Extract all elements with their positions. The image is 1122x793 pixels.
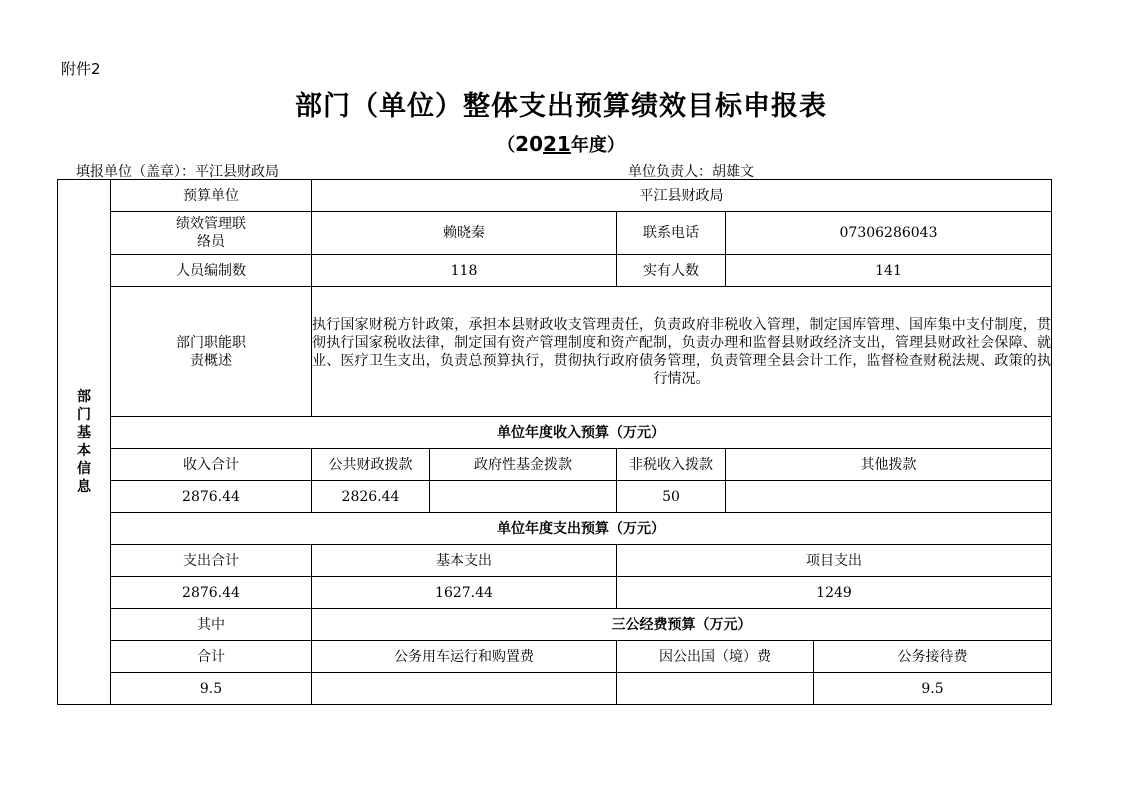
budget-unit-label: 预算单位 <box>111 180 312 212</box>
staff-quota-value: 118 <box>312 255 617 287</box>
table-row <box>58 212 1052 255</box>
three-public-header: 合计 <box>111 641 312 673</box>
expense-header: 项目支出 <box>617 545 1052 577</box>
actual-staff-value: 141 <box>726 255 1052 287</box>
budget-unit-value: 平江县财政局 <box>312 180 1052 212</box>
table-row <box>58 577 1052 609</box>
table-row <box>58 673 1052 705</box>
side-label: 部门基本信息 <box>58 180 111 705</box>
among-label: 其中 <box>111 609 312 641</box>
three-public-value: 9.5 <box>111 673 312 705</box>
year-number: 21 <box>543 132 571 156</box>
fiscal-year <box>0 131 1122 157</box>
table-row <box>58 417 1052 449</box>
expense-section-title: 单位年度支出预算（万元） <box>111 513 1052 545</box>
fill-unit-label: 填报单位（盖章）： <box>76 164 195 180</box>
three-public-value <box>312 673 617 705</box>
income-value: 2826.44 <box>312 481 430 513</box>
three-public-header: 公务用车运行和购置费 <box>312 641 617 673</box>
income-value: 50 <box>617 481 726 513</box>
year-prefix: 20 <box>515 132 543 156</box>
table-row <box>58 609 1052 641</box>
expense-value: 1627.44 <box>312 577 617 609</box>
phone-value: 07306286043 <box>726 212 1052 255</box>
expense-header: 支出合计 <box>111 545 312 577</box>
three-public-header: 公务接待费 <box>814 641 1052 673</box>
page-title: 部门（单位）整体支出预算绩效目标申报表 <box>295 91 827 122</box>
income-value: 2876.44 <box>111 481 312 513</box>
three-public-value: 9.5 <box>814 673 1052 705</box>
income-header: 政府性基金拨款 <box>430 449 617 481</box>
table-row <box>58 481 1052 513</box>
expense-value: 2876.44 <box>111 577 312 609</box>
table-row <box>58 287 1052 417</box>
responsible-value: 胡雄文 <box>712 164 754 180</box>
expense-header: 基本支出 <box>312 545 617 577</box>
expense-value: 1249 <box>617 577 1052 609</box>
income-header: 非税收入拨款 <box>617 449 726 481</box>
income-section-title: 单位年度收入预算（万元） <box>111 417 1052 449</box>
year-open: （ <box>497 135 516 156</box>
budget-form-table <box>57 179 1052 705</box>
responsible-label: 单位负责人： <box>628 164 712 180</box>
income-header: 其他拨款 <box>726 449 1052 481</box>
three-public-section-title: 三公经费预算（万元） <box>312 609 1052 641</box>
three-public-value <box>617 673 814 705</box>
actual-staff-label: 实有人数 <box>617 255 726 287</box>
contact-label: 绩效管理联络员 <box>111 212 312 255</box>
staff-quota-label: 人员编制数 <box>111 255 312 287</box>
phone-label: 联系电话 <box>617 212 726 255</box>
contact-value: 赖晓秦 <box>312 212 617 255</box>
income-value <box>430 481 617 513</box>
table-row <box>58 513 1052 545</box>
income-header: 公共财政拨款 <box>312 449 430 481</box>
table-row <box>58 641 1052 673</box>
responsible-person <box>628 161 754 181</box>
fill-unit-value: 平江县财政局 <box>195 164 279 180</box>
income-header: 收入合计 <box>111 449 312 481</box>
table-row <box>58 545 1052 577</box>
income-value <box>726 481 1052 513</box>
table-row <box>58 180 1052 212</box>
attachment-label: 附件2 <box>61 60 101 78</box>
table-row <box>58 449 1052 481</box>
table-row <box>58 255 1052 287</box>
duty-description: 执行国家财税方针政策，承担本县财政收支管理责任，负责政府非税收入管理，制定国库管理、国库集中支付制度，贯彻执行国家税收法律，制定国有资产管理制度和资产配制，负责办理和监督县财政经济支出，管理县财政社会保障、就业、医疗卫生支出，负责总预算执行，贯彻执行政府债务管理，负责管理全县会计工作，监督检查财税法规、政策的执行情况。 <box>312 287 1052 417</box>
fill-unit <box>76 161 279 181</box>
duty-label: 部门职能职责概述 <box>111 287 312 417</box>
three-public-header: 因公出国（境）费 <box>617 641 814 673</box>
year-suffix: 年度） <box>570 135 625 156</box>
